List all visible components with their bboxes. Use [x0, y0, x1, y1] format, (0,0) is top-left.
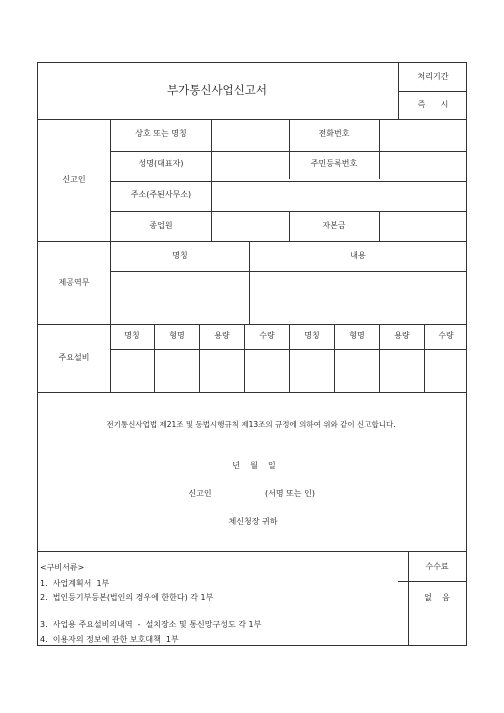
- declaration-date: 년 월 일: [232, 461, 276, 470]
- recipient: 체신청장 귀하: [228, 517, 278, 526]
- signer-note: (서명 또는 인): [265, 489, 315, 498]
- fee-label: 수수료: [425, 562, 449, 571]
- signer-label: 신고인: [188, 489, 212, 498]
- form-title: 부가통신사업신고서: [167, 83, 267, 97]
- applicant-section-label: 신고인: [62, 175, 86, 184]
- field-label-address: 주소(주된사무소): [130, 190, 192, 199]
- attachment-item: 2. 법인등기부등본(법인의 경우에 한한다) 각 1부: [40, 593, 214, 602]
- services-section-label: 제공역무: [58, 278, 90, 287]
- field-label-representative: 성명(대표자): [138, 159, 184, 168]
- processing-period-value: 즉 시: [417, 100, 449, 109]
- equipment-section-label: 주요설비: [58, 353, 90, 362]
- report-form: [37, 62, 467, 646]
- rule: [249, 241, 250, 324]
- rule: [38, 324, 467, 325]
- rule: [211, 119, 212, 241]
- rule: [334, 324, 335, 392]
- field-label-capital: 자본금: [322, 221, 346, 230]
- field-label-phone: 전화번호: [318, 129, 350, 138]
- fee-value: 없 음: [424, 593, 450, 602]
- rule: [110, 271, 467, 272]
- declaration-statement: 전기통신사업법 제21조 및 동법시행규칙 제13조의 규정에 의하여 위와 같이 신고합니다.: [106, 420, 396, 429]
- rule: [38, 241, 467, 242]
- rule: [199, 324, 200, 392]
- processing-period-label: 처리기간: [417, 72, 449, 81]
- equipment-col-header: 형명: [169, 331, 185, 340]
- rule: [424, 324, 425, 392]
- services-col-content: 내용: [350, 251, 366, 260]
- rule: [110, 181, 467, 182]
- rule: [379, 324, 380, 392]
- rule: [244, 324, 245, 392]
- equipment-col-header: 명칭: [304, 331, 320, 340]
- rule: [110, 119, 111, 392]
- equipment-col-header: 수량: [438, 331, 454, 340]
- equipment-col-header: 용량: [214, 331, 230, 340]
- services-col-name: 명칭: [172, 251, 188, 260]
- equipment-col-header: 용량: [394, 331, 410, 340]
- rule: [38, 551, 467, 552]
- attachment-item: 3. 사업용 주요설비의내역 - 설치장소 및 통신망구성도 각 1부: [40, 620, 262, 629]
- field-label-resident-number: 주민등록번호: [310, 159, 358, 168]
- equipment-col-header: 수량: [259, 331, 275, 340]
- equipment-col-header: 명칭: [124, 331, 140, 340]
- rule: [289, 119, 290, 179]
- rule: [379, 211, 380, 241]
- rule: [38, 119, 467, 120]
- rule: [398, 91, 467, 92]
- rule: [398, 63, 399, 119]
- rule: [154, 324, 155, 392]
- rule: [408, 551, 409, 646]
- rule: [289, 211, 290, 241]
- rule: [379, 119, 380, 179]
- rule: [289, 324, 290, 392]
- field-label-employees: 종업원: [149, 221, 173, 230]
- field-label-business-name: 상호 또는 명칭: [135, 129, 187, 138]
- equipment-col-header: 형명: [349, 331, 365, 340]
- attachment-item: 1. 사업계획서 1부: [40, 579, 110, 588]
- attachment-item: 4. 이용자의 정보에 관한 보호대책 1부: [40, 635, 179, 644]
- rule: [38, 392, 467, 393]
- attachments-header: <구비서류>: [40, 563, 85, 572]
